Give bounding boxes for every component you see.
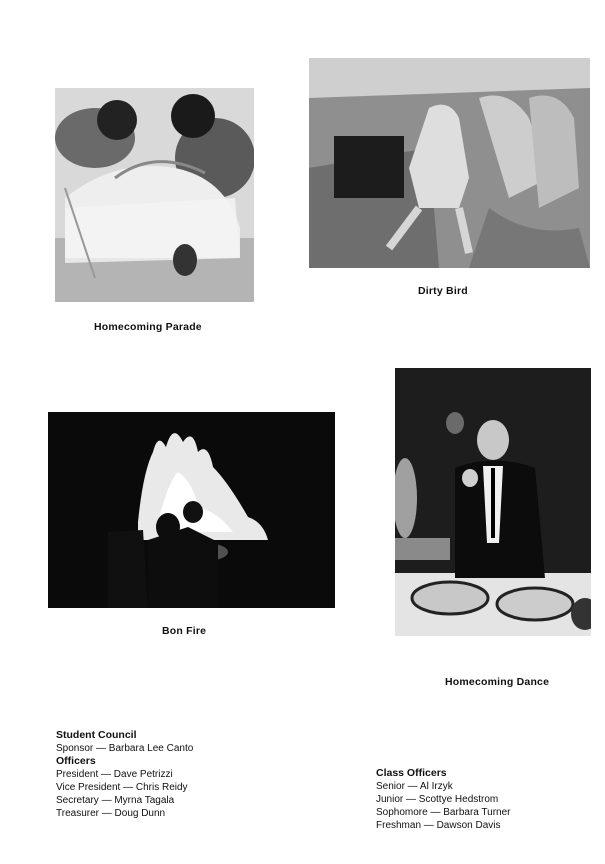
officer-secretary: Secretary — Myrna Tagala (56, 795, 175, 806)
student-council-sponsor: Sponsor — Barbara Lee Canto (56, 743, 194, 754)
class-officer-freshman: Freshman — Dawson Davis (376, 820, 501, 831)
dirty-bird-caption: Dirty Bird (418, 285, 468, 297)
class-officer-senior: Senior — Al Irzyk (376, 781, 453, 792)
homecoming-parade-caption: Homecoming Parade (94, 321, 202, 333)
class-officers-title: Class Officers (376, 767, 447, 779)
bon-fire-photo (48, 412, 335, 608)
class-officers-block (376, 767, 511, 832)
student-council-title: Student Council (56, 729, 137, 741)
officer-treasurer: Treasurer — Doug Dunn (56, 808, 166, 819)
class-officer-junior: Junior — Scottye Hedstrom (376, 794, 499, 805)
class-officer-sophomore: Sophomore — Barbara Turner (376, 807, 511, 818)
officer-president: President — Dave Petrizzi (56, 769, 173, 780)
homecoming-parade-photo (55, 88, 254, 302)
officer-vice-president: Vice President — Chris Reidy (56, 782, 188, 793)
student-council-officers-title: Officers (56, 755, 96, 767)
homecoming-dance-caption: Homecoming Dance (445, 676, 550, 688)
bon-fire-caption: Bon Fire (162, 625, 207, 637)
dirty-bird-photo (309, 58, 590, 268)
homecoming-dance-photo (395, 368, 591, 636)
student-council-block (56, 729, 193, 820)
